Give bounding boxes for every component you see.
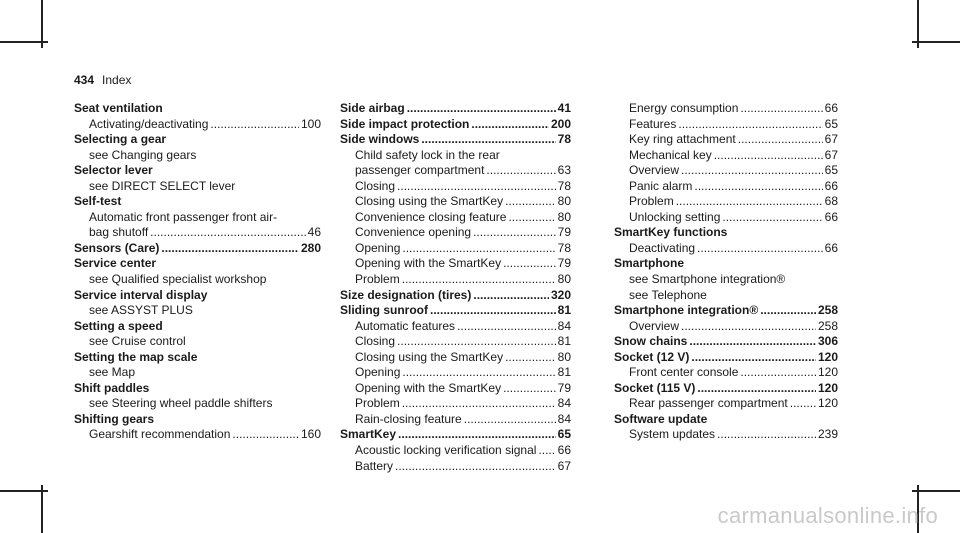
entry-label: Panic alarm: [629, 178, 693, 193]
index-subentry: [74, 427, 321, 443]
entry-label: Unlocking setting: [629, 209, 721, 224]
entry-label: Acoustic locking verification signal: [355, 443, 537, 458]
page-reference: 66: [824, 101, 838, 115]
page-reference: 258: [817, 318, 838, 333]
entry-label: Opening with the SmartKey: [355, 380, 502, 395]
index-subentry: [74, 334, 321, 350]
dot-leader: [407, 101, 556, 117]
dot-leader: [457, 319, 556, 335]
entry-label: Battery: [355, 458, 394, 473]
dot-leader: [161, 241, 299, 257]
entry-label: see Qualified specialist workshop: [89, 272, 267, 287]
entry-label: Convenience opening: [355, 225, 472, 240]
entry-label: System updates: [629, 427, 716, 442]
index-heading: [74, 163, 321, 179]
page-reference: 67: [824, 147, 838, 162]
entry-label: SmartKey: [340, 427, 397, 442]
index-heading: [74, 288, 321, 304]
dot-leader: [681, 163, 823, 179]
index-subentry: [340, 194, 571, 210]
dot-leader: [210, 117, 299, 133]
entry-label: Setting the map scale: [74, 349, 198, 364]
page-reference: 79: [557, 225, 571, 240]
index-heading: [614, 350, 838, 366]
entry-label: Convenience closing feature: [355, 209, 507, 224]
page-reference: 78: [557, 132, 571, 147]
index-heading: [614, 381, 838, 397]
entry-label: Closing: [355, 178, 396, 193]
index-heading: [74, 101, 321, 117]
entry-label: Software update: [614, 411, 708, 426]
index-heading: [340, 117, 571, 133]
index-column-3: [614, 101, 838, 443]
dot-leader: [471, 117, 549, 133]
page-reference: 84: [557, 396, 571, 411]
entry-label: see DIRECT SELECT lever: [89, 178, 236, 193]
dot-leader: [697, 241, 823, 257]
index-subentry: [340, 412, 571, 428]
entry-label: Automatic front passenger front air-: [89, 209, 278, 224]
page-reference: 320: [550, 287, 571, 302]
entry-label: Sliding sunroof: [340, 303, 428, 318]
index-subentry: [340, 179, 571, 195]
index-heading: [74, 350, 321, 366]
entry-label: Setting a speed: [74, 318, 163, 333]
index-heading: [614, 225, 838, 241]
page-reference: 160: [300, 427, 321, 442]
index-subentry: [74, 179, 321, 195]
entry-label: Activating/deactivating: [89, 116, 209, 131]
dot-leader: [402, 396, 556, 412]
dot-leader: [694, 179, 822, 195]
dot-leader: [790, 396, 816, 412]
page-reference: 46: [307, 225, 321, 240]
index-heading: [340, 427, 571, 443]
page-reference: 80: [557, 209, 571, 224]
page-reference: 67: [824, 132, 838, 147]
entry-label: Problem: [629, 194, 674, 209]
page-reference: 65: [824, 116, 838, 131]
page-reference: 79: [557, 256, 571, 271]
index-subentry: [74, 148, 321, 164]
page-header: [74, 73, 131, 87]
index-subentry: [614, 396, 838, 412]
index-subentry: [340, 334, 571, 350]
dot-leader: [717, 427, 816, 443]
crop-mark: [912, 490, 960, 492]
dot-leader: [760, 303, 816, 319]
dot-leader: [402, 241, 555, 257]
page-reference: 258: [817, 303, 838, 318]
entry-label: Overview: [629, 163, 680, 178]
dot-leader: [691, 350, 816, 366]
entry-label: Service interval display: [74, 287, 208, 302]
dot-leader: [678, 117, 822, 133]
page-reference: 120: [817, 380, 838, 395]
entry-label: Size designation (tires): [340, 287, 472, 302]
index-subentry: [614, 210, 838, 226]
index-subentry: [340, 163, 571, 179]
entry-label: Rear passenger compartment: [629, 396, 788, 411]
entry-label: Side impact protection: [340, 116, 470, 131]
dot-leader: [397, 334, 556, 350]
page-reference: 66: [824, 240, 838, 255]
page-reference: 80: [557, 349, 571, 364]
entry-label: see Steering wheel paddle shifters: [89, 396, 273, 411]
dot-leader: [714, 148, 823, 164]
entry-label: see Changing gears: [89, 147, 197, 162]
page-reference: 120: [817, 396, 838, 411]
index-heading: [614, 256, 838, 272]
entry-label: Energy consumption: [629, 101, 739, 115]
page-reference: 80: [557, 272, 571, 287]
entry-label: Side airbag: [340, 101, 405, 115]
page-reference: 41: [557, 101, 571, 115]
page-reference: 68: [824, 194, 838, 209]
page-reference: 306: [817, 334, 838, 349]
index-heading: [74, 381, 321, 397]
entry-label: Shift paddles: [74, 380, 150, 395]
entry-label: Selecting a gear: [74, 132, 167, 147]
page-reference: 80: [557, 194, 571, 209]
index-heading: [614, 303, 838, 319]
index-subentry: [340, 225, 571, 241]
entry-label: Overview: [629, 318, 680, 333]
index-subentry: [614, 288, 838, 304]
crop-mark: [0, 41, 48, 43]
dot-leader: [464, 412, 556, 428]
entry-label: Opening with the SmartKey: [355, 256, 502, 271]
page-reference: 66: [824, 178, 838, 193]
index-subentry: [614, 117, 838, 133]
entry-label: Problem: [355, 396, 400, 411]
entry-label: Closing: [355, 334, 396, 349]
entry-label: see Telephone: [629, 287, 707, 302]
entry-label: passenger compartment: [355, 163, 485, 178]
page-reference: 78: [557, 240, 571, 255]
page-reference: 200: [550, 116, 571, 131]
index-subentry: [340, 396, 571, 412]
index-heading: [74, 241, 321, 257]
index-heading: [340, 288, 571, 304]
index-heading: [74, 319, 321, 335]
index-column-1: [74, 101, 321, 443]
entry-label: Sensors (Care): [74, 240, 160, 255]
index-subentry: [340, 241, 571, 257]
dot-leader: [398, 427, 556, 443]
page-reference: 120: [817, 365, 838, 380]
entry-label: see Smartphone integration®: [629, 272, 786, 287]
index-subentry: [340, 381, 571, 397]
entry-label: Smartphone: [614, 256, 685, 271]
index-heading: [614, 412, 838, 428]
dot-leader: [681, 319, 816, 335]
entry-label: SmartKey functions: [614, 225, 728, 240]
section-title: Index: [102, 73, 132, 87]
entry-label: Opening: [355, 240, 401, 255]
dot-leader: [740, 365, 816, 381]
entry-label: Snow chains: [614, 334, 688, 349]
entry-label: see Map: [89, 365, 136, 380]
dot-leader: [740, 101, 822, 117]
entry-label: Smartphone integration®: [614, 303, 759, 318]
dot-leader: [503, 256, 556, 272]
dot-leader: [473, 288, 549, 304]
page-reference: 65: [557, 427, 571, 442]
page-reference: 81: [557, 334, 571, 349]
index-subentry: [340, 210, 571, 226]
entry-label: Self-test: [74, 194, 122, 209]
page-reference: 67: [557, 458, 571, 473]
entry-label: bag shutoff: [89, 225, 149, 240]
page-reference: 66: [824, 209, 838, 224]
dot-leader: [689, 334, 816, 350]
page-reference: 65: [824, 163, 838, 178]
page-reference: 78: [557, 178, 571, 193]
dot-leader: [722, 210, 822, 226]
entry-label: Problem: [355, 272, 400, 287]
dot-leader: [395, 459, 556, 475]
index-subentry: [614, 163, 838, 179]
entry-label: see ASSYST PLUS: [89, 303, 193, 318]
entry-label: Closing using the SmartKey: [355, 194, 504, 209]
index-subentry: [614, 148, 838, 164]
entry-label: Gearshift recommendation: [89, 427, 231, 442]
index-subentry: [614, 365, 838, 381]
dot-leader: [508, 210, 555, 226]
entry-label: Service center: [74, 256, 157, 271]
index-subentry: [614, 179, 838, 195]
page-reference: 66: [557, 443, 571, 458]
entry-label: Rain-closing feature: [355, 411, 462, 426]
index-subentry: [74, 210, 321, 226]
index-heading: [74, 194, 321, 210]
index-subentry: [614, 101, 838, 117]
dot-leader: [505, 350, 556, 366]
entry-label: Socket (115 V): [614, 380, 696, 395]
index-subentry: [614, 194, 838, 210]
index-subentry: [614, 319, 838, 335]
index-heading: [340, 132, 571, 148]
page-reference: 84: [557, 318, 571, 333]
index-subentry: [74, 365, 321, 381]
entry-label: Automatic features: [355, 318, 456, 333]
index-heading: [74, 256, 321, 272]
crop-mark: [0, 490, 48, 492]
index-subentry: [340, 443, 571, 459]
entry-label: Socket (12 V): [614, 349, 690, 364]
index-subentry: [340, 148, 571, 164]
page-number: 434: [74, 73, 95, 87]
index-heading: [74, 132, 321, 148]
page-reference: 239: [817, 427, 838, 442]
dot-leader: [421, 132, 555, 148]
index-subentry: [340, 319, 571, 335]
index-subentry: [74, 272, 321, 288]
entry-label: Shifting gears: [74, 411, 155, 426]
index-subentry: [74, 303, 321, 319]
index-subentry: [340, 272, 571, 288]
entry-label: Closing using the SmartKey: [355, 349, 504, 364]
page-reference: 63: [557, 163, 571, 178]
dot-leader: [150, 225, 305, 241]
watermark: carmanualsonline.info: [717, 503, 938, 528]
page-reference: 100: [300, 116, 321, 131]
dot-leader: [397, 179, 556, 195]
index-subentry: [614, 427, 838, 443]
dot-leader: [486, 163, 555, 179]
index-subentry: [614, 241, 838, 257]
index-subentry: [74, 396, 321, 412]
index-heading: [74, 412, 321, 428]
entry-label: Opening: [355, 365, 401, 380]
dot-leader: [503, 381, 556, 397]
page-reference: 81: [557, 303, 571, 318]
dot-leader: [473, 225, 556, 241]
page-reference: 79: [557, 380, 571, 395]
entry-label: Child safety lock in the rear: [355, 147, 500, 162]
entry-label: see Cruise control: [89, 334, 186, 349]
index-column-2: [340, 101, 571, 474]
index-heading: [340, 101, 571, 117]
entry-label: Deactivating: [629, 240, 696, 255]
crop-mark: [912, 41, 960, 43]
dot-leader: [402, 365, 555, 381]
page-reference: 81: [557, 365, 571, 380]
entry-label: Front center console: [629, 365, 739, 380]
index-subentry: [340, 350, 571, 366]
index-subentry: [340, 365, 571, 381]
index-subentry: [340, 459, 571, 475]
entry-label: Key ring attachment: [629, 132, 736, 147]
entry-label: Selector lever: [74, 163, 153, 178]
dot-leader: [430, 303, 556, 319]
dot-leader: [505, 194, 556, 210]
dot-leader: [232, 427, 299, 443]
entry-label: Features: [629, 116, 677, 131]
index-subentry: [340, 256, 571, 272]
dot-leader: [402, 272, 556, 288]
crop-mark: [41, 485, 43, 533]
page-reference: 84: [557, 411, 571, 426]
index-subentry: [74, 225, 321, 241]
index-heading: [340, 303, 571, 319]
index-heading: [614, 334, 838, 350]
page-reference: 280: [300, 240, 321, 255]
index-subentry: [614, 132, 838, 148]
dot-leader: [738, 132, 823, 148]
entry-label: Mechanical key: [629, 147, 712, 162]
dot-leader: [676, 194, 823, 210]
entry-label: Side windows: [340, 132, 420, 147]
entry-label: Seat ventilation: [74, 101, 163, 115]
dot-leader: [697, 381, 816, 397]
dot-leader: [538, 443, 555, 459]
page-reference: 120: [817, 349, 838, 364]
index-subentry: [614, 272, 838, 288]
index-subentry: [74, 117, 321, 133]
